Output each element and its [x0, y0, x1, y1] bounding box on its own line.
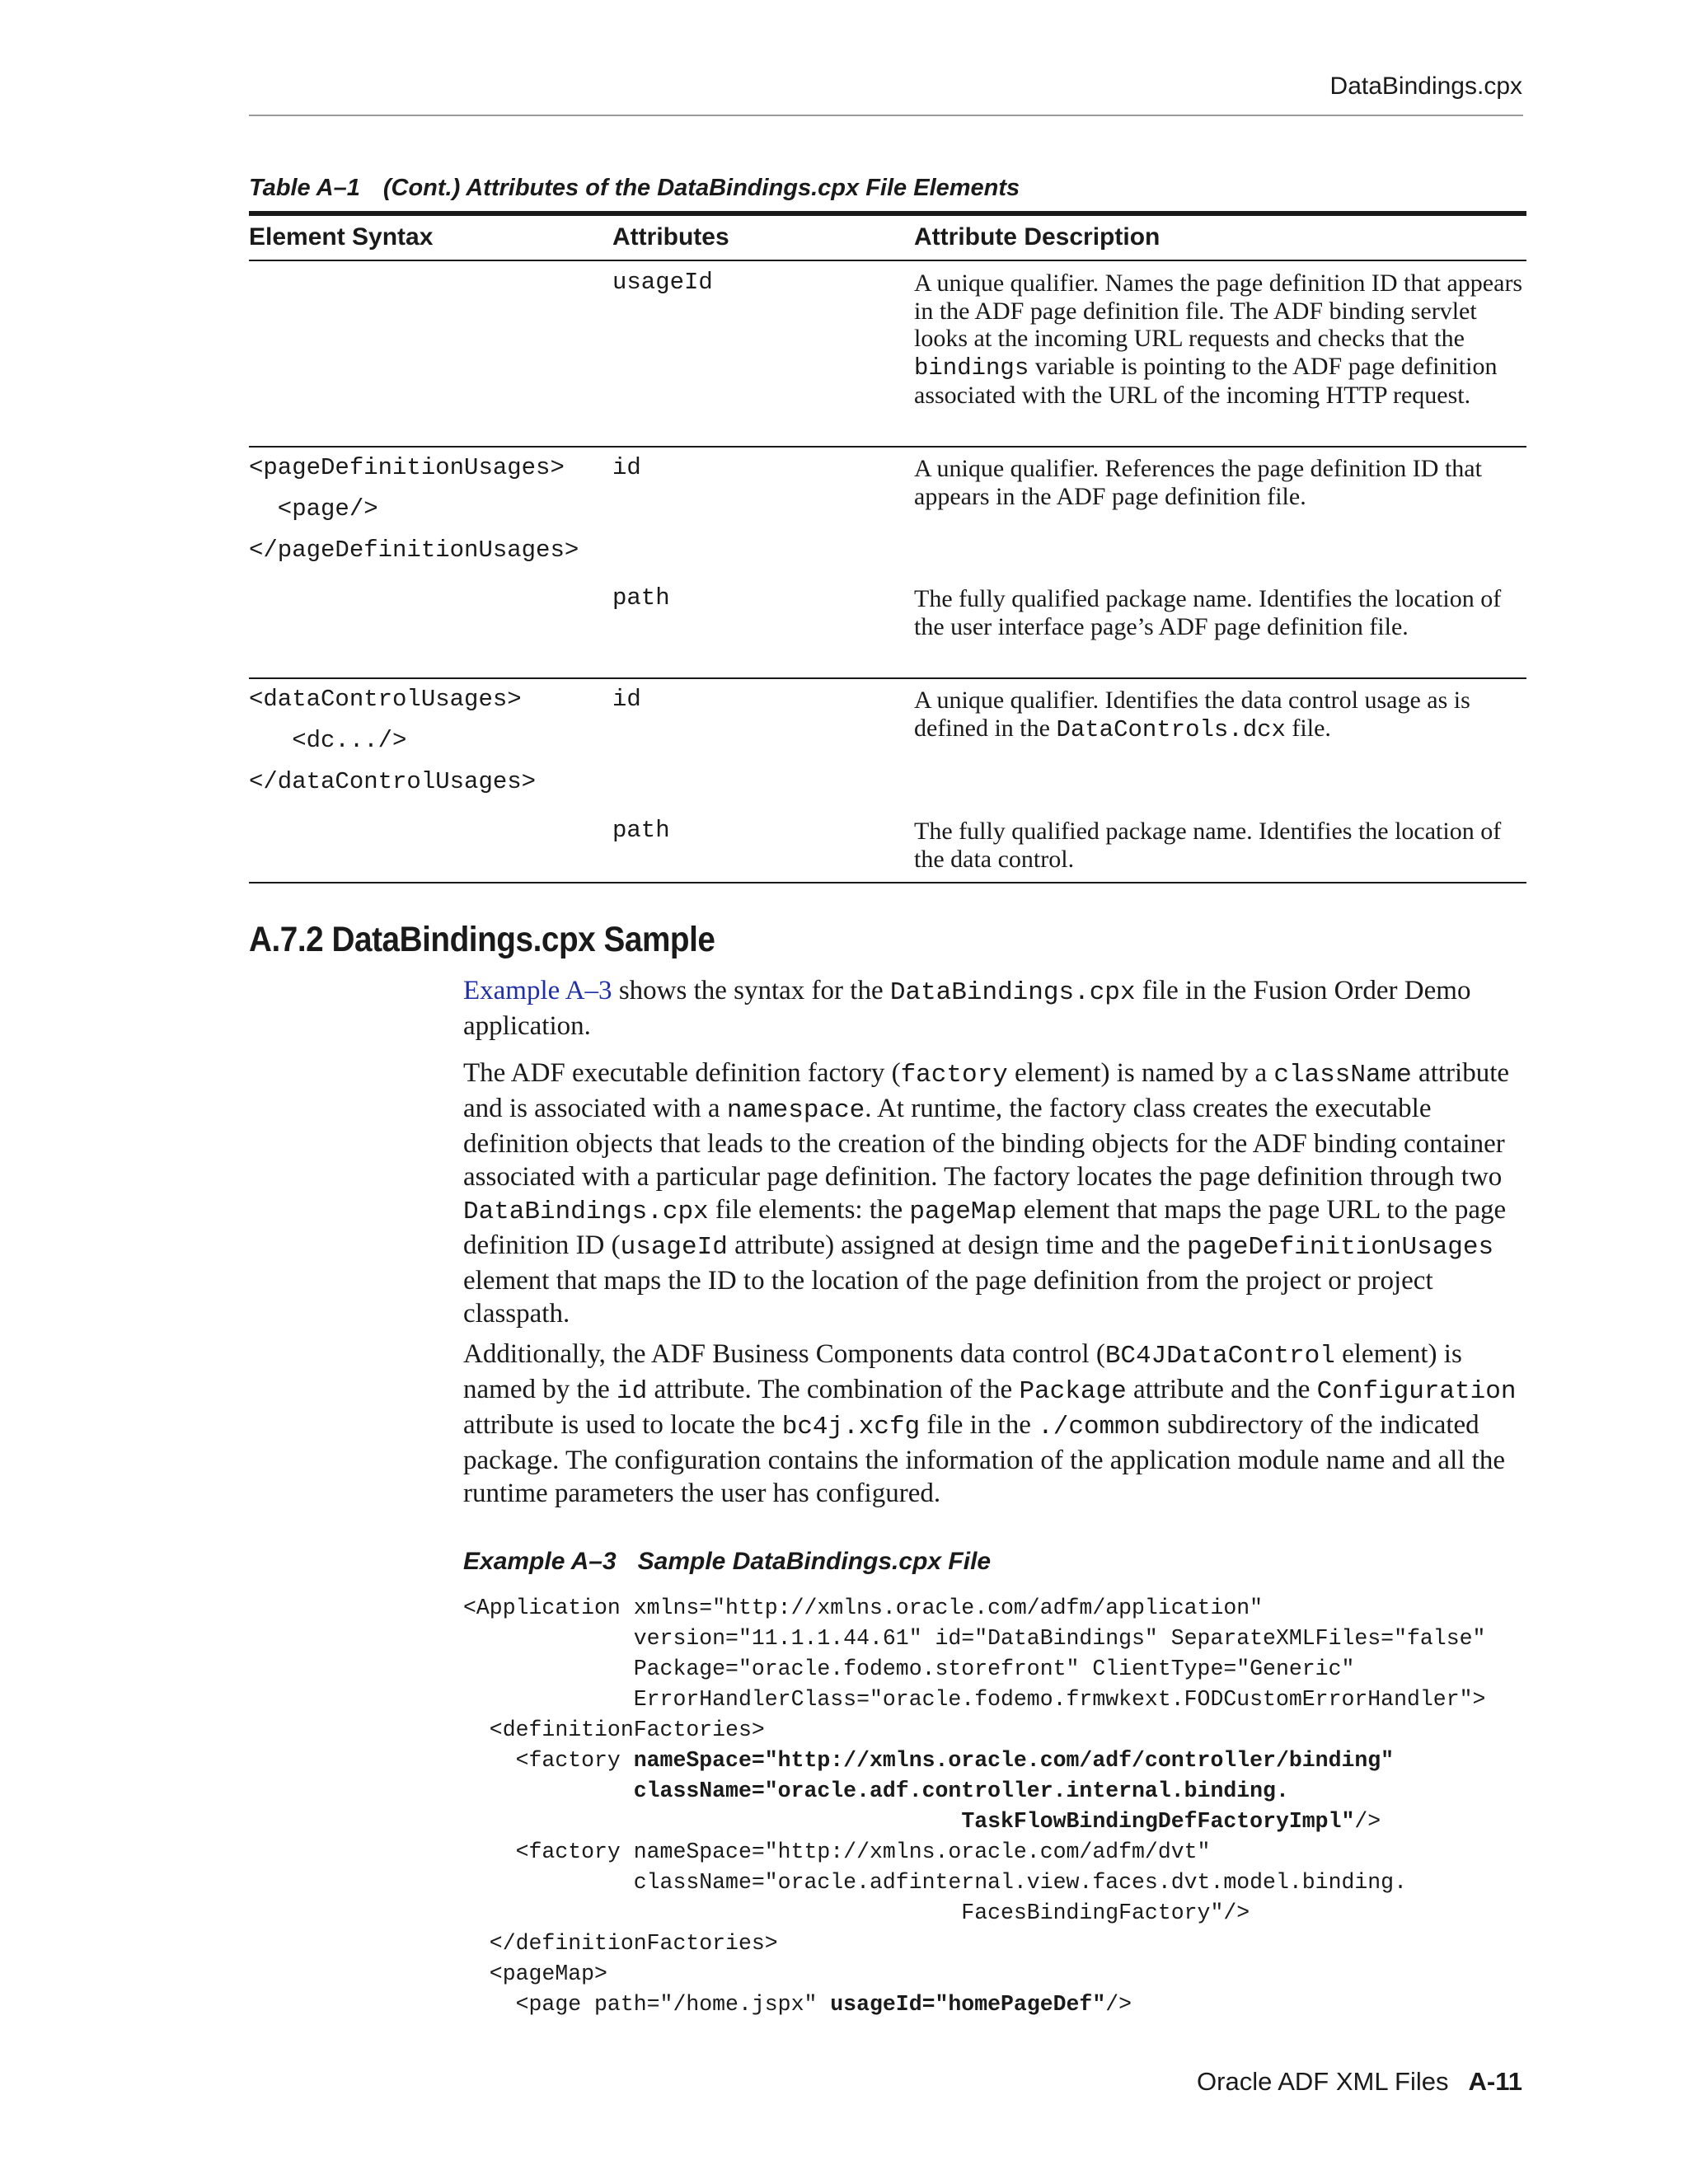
table-row-attribute: id [612, 454, 641, 481]
page-number: A-11 [1468, 2067, 1522, 2096]
header-divider [249, 115, 1523, 116]
paragraph-factory: The ADF executable definition factory (factory element) is named by a className attribute and is associated with a namespace. At runtime, the factory class creates the executable definition objects that leads to the creation of the binding objects for the ADF binding container associated with a particular page definition. The factory locates the page definition through two DataBindings.cpx file elements: the pageMap element that maps the page URL to the page definition ID (usageId attribute) assigned at design time and the pageDefinitionUsages element that maps the ID to the location of the page definition from the project or project classpath. [463, 1058, 1510, 1329]
page-footer [1197, 2067, 1522, 2097]
example-link[interactable]: Example A–3 [463, 976, 612, 1005]
footer-chapter: Oracle ADF XML Files [1197, 2067, 1449, 2096]
table-row-attribute: path [612, 817, 670, 844]
example-caption [463, 1548, 991, 1576]
paragraph-datacontrol: Additionally, the ADF Business Components data control (BC4JDataControl element) is named by the id attribute. The combination of the Package attribute and the Configuration attribute is used to locate the bc4j.xcfg file in the ./common subdirectory of the indicated package. The configuration contains the information of the application module name and all the runtime parameters the user has configured. [463, 1339, 1517, 1508]
table-caption-label: Table A–1 [249, 175, 360, 201]
table-top-rule [249, 211, 1526, 216]
table-row-element-syntax: <dataControlUsages> <dc.../> </dataControlUsages> [249, 686, 537, 795]
table-row-element-syntax: <pageDefinitionUsages> <page/> </pageDefinitionUsages> [249, 454, 579, 564]
column-header-attribute-description: Attribute Description [914, 223, 1160, 251]
table-row-attribute: id [612, 686, 641, 713]
running-header: DataBindings.cpx [1329, 73, 1522, 100]
table-row-description: The fully qualified package name. Identifies the location of the user interface page’s ADF page definition file. [914, 585, 1502, 640]
row-divider [249, 677, 1526, 679]
table-row-description: A unique qualifier. References the page definition ID that appears in the ADF page definition file. [914, 455, 1482, 510]
table-row-description: A unique qualifier. Identifies the data control usage as is defined in the DataControls.dcx file. [914, 687, 1470, 743]
column-header-element-syntax: Element Syntax [249, 223, 434, 251]
column-header-attributes: Attributes [612, 223, 729, 251]
header-rule [249, 260, 1526, 261]
code-sample: <Application xmlns="http://xmlns.oracle.com/adfm/application" version="11.1.1.44.61" id="DataBindings" SeparateXMLFiles="false" Package="oracle.fodemo.storefront" ClientType="Generic" ErrorHandlerClass="oracle.fodemo.frmwkext.FODCustomErrorHandler"> <definitionFactories> <factory nameSpace="http://xmlns.oracle.com/adf/controller/binding" className="oracle.adf.controller.internal.binding. TaskFlowBindingDefFactoryImpl"/> <factory nameSpace="http://xmlns.oracle.com/adfm/dvt" className="oracle.adfinternal.view.faces.dvt.model.binding. FacesBindingFactory"/> </definitionFactories> <pageMap> <page path="/home.jspx" usageId="homePageDef"/> [463, 1596, 1486, 2017]
table-row-attribute: usageId [612, 269, 713, 296]
table-row-description: A unique qualifier. Names the page definition ID that appears in the ADF page definition file. The ADF binding servlet looks at the incoming URL requests and checks that the bindings variable is pointing to the ADF page definition associated with the URL of the incoming HTTP request. [914, 269, 1523, 409]
table-row-attribute: path [612, 584, 670, 612]
table-row-description: The fully qualified package name. Identifies the location of the data control. [914, 818, 1502, 873]
table-bottom-rule [249, 882, 1526, 883]
row-divider [249, 446, 1526, 448]
section-heading: A.7.2 DataBindings.cpx Sample [249, 920, 715, 959]
paragraph-intro: Example A–3 shows the syntax for the DataBindings.cpx file in the Fusion Order Demo application. [463, 976, 1471, 1041]
example-caption-title: Sample DataBindings.cpx File [637, 1548, 992, 1575]
table-caption [249, 175, 1020, 202]
example-caption-label: Example A–3 [463, 1548, 617, 1575]
table-caption-text: (Cont.) Attributes of the DataBindings.cpx File Elements [382, 175, 1020, 201]
